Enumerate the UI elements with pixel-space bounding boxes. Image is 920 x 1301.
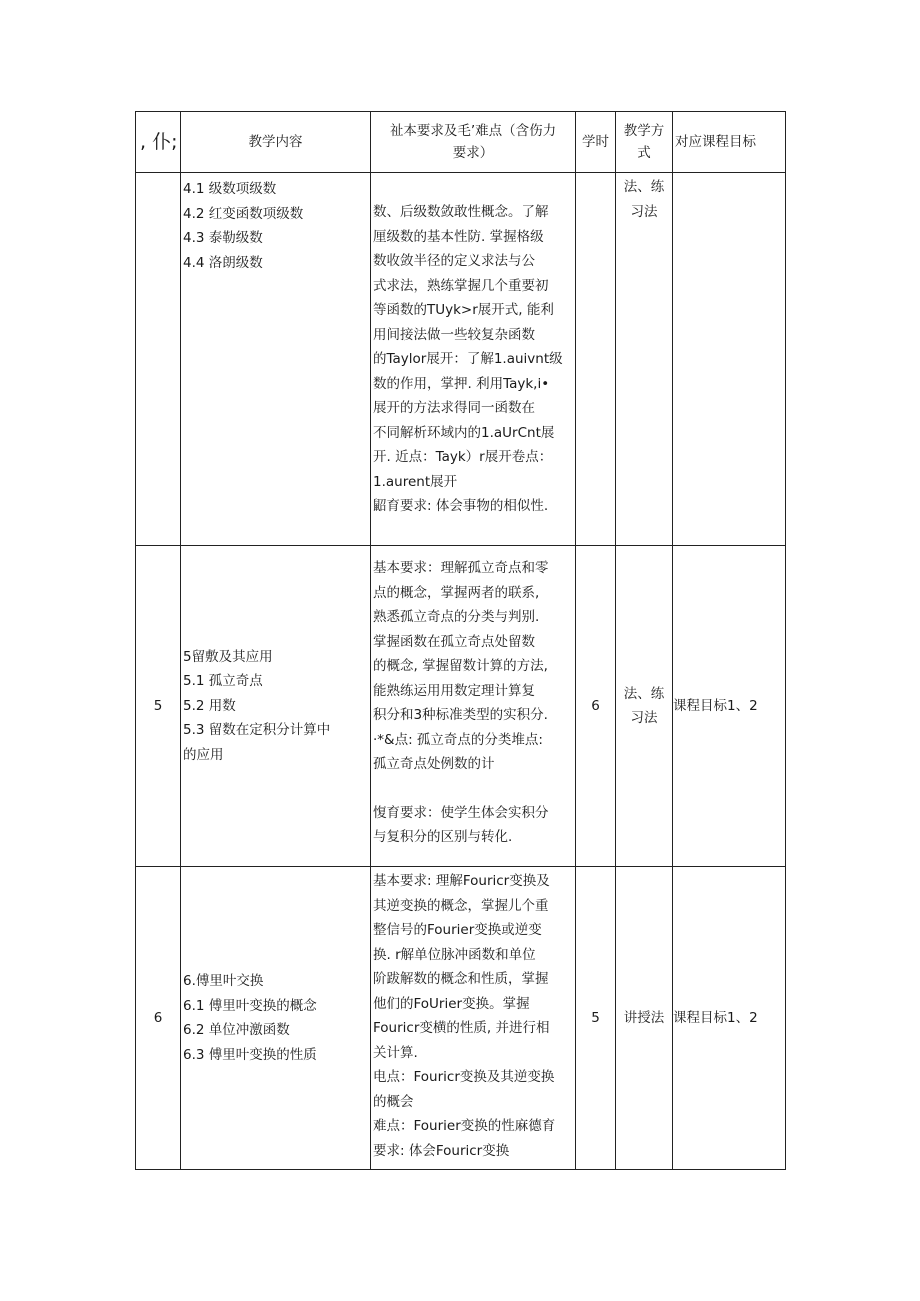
- requirement-line: 愎育要求：使学生体会实积分: [373, 804, 549, 821]
- requirement-line: 鼦育要求: 体会事物的相似性.: [373, 498, 549, 514]
- requirement-line: 的Taylor展开：了解1.auivnt级: [373, 351, 563, 367]
- method-line: 讲授法: [623, 1009, 665, 1026]
- requirement-line: 电点：Fouricr变换及其逆变换: [373, 1069, 555, 1085]
- row-requirements: [371, 867, 576, 1170]
- row-content: [181, 867, 371, 1170]
- requirement-line: 开. 近点：Tayk）r展开卷点：: [373, 449, 553, 465]
- header-requirements-line2: 要求）: [452, 145, 494, 161]
- requirement-line: 用间接法做一些较复杂函数: [373, 326, 535, 343]
- requirement-line: 整信号的Fourier变换或逆变: [373, 922, 542, 938]
- row-hours: [576, 173, 616, 546]
- requirement-line: Fouricr变横的性质, 并进行相: [373, 1020, 550, 1036]
- requirement-line: 孤立奇点处例数的计: [373, 756, 495, 772]
- content-item: 4.2 红变函数项级数: [183, 205, 304, 222]
- row-method: [616, 867, 673, 1170]
- requirement-line: 其逆变换的概念，掌握儿个重: [373, 897, 549, 914]
- row-hours: 6: [576, 546, 616, 867]
- table-row: [136, 546, 786, 867]
- requirement-line: 关计算.: [373, 1044, 418, 1061]
- header-content: 教学内容: [181, 112, 371, 173]
- requirement-line: 难点：Fourier变换的性麻德育: [373, 1118, 556, 1134]
- requirement-line: 的概念, 掌握留数计算的方法,: [373, 658, 548, 674]
- requirement-line: 点的概念，掌握两者的联系,: [373, 584, 540, 601]
- row-content: [181, 546, 371, 867]
- content-item: 5.2 用数: [183, 697, 236, 714]
- requirement-line: 掌握函数在孤立奇点处留数: [373, 633, 535, 650]
- row-goal: 课程目标1、2: [673, 867, 786, 1170]
- content-item: 5.1 孤立奇点: [183, 673, 263, 690]
- header-method-line1: 教学方: [623, 123, 665, 139]
- syllabus-table: [135, 111, 786, 1170]
- requirement-line: 展开的方法求得同一函数在: [373, 400, 535, 416]
- requirement-line: 换. r解单位脉冲函数和单位: [373, 946, 536, 963]
- requirement-line: 不同解析环域内的1.aUrCnt展: [373, 424, 555, 441]
- row-goal: [673, 173, 786, 546]
- content-item: 5.3 留数在定积分计算中: [183, 722, 331, 739]
- content-item: 的应用: [183, 746, 224, 763]
- row-method: [616, 173, 673, 546]
- table-row: [136, 867, 786, 1170]
- requirement-line: 数收敛半径的定义求法与公: [373, 253, 535, 269]
- content-item: 6.2 单位冲激函数: [183, 1022, 290, 1038]
- header-method-line2: 式: [637, 145, 651, 161]
- header-goal: 对应课程目标: [673, 112, 786, 173]
- row-hours: 5: [576, 867, 616, 1170]
- content-item: 6.1 傅里叶变换的概念: [183, 997, 317, 1014]
- requirement-line: 要求: 体会Fouricr变换: [373, 1142, 510, 1159]
- requirement-line: 数的作用，掌押. 利用Tayk,i•: [373, 375, 550, 392]
- content-item: 4.1 级数项级数: [183, 181, 277, 197]
- method-line: 习法: [630, 203, 658, 220]
- header-requirements: [371, 112, 576, 173]
- content-item: 4.4 洛朗级数: [183, 254, 263, 271]
- row-goal: 课程目标1、2: [673, 546, 786, 867]
- requirement-line: 积分和3种标准类型的实积分.: [373, 707, 548, 723]
- row-chapter: 6: [136, 867, 181, 1170]
- row-chapter: 5: [136, 546, 181, 867]
- row-requirements: [371, 173, 576, 546]
- row-requirements: [371, 546, 576, 867]
- requirement-line: 熟悉孤立奇点的分类与判别.: [373, 609, 540, 625]
- content-item: 5留敷及其应用: [183, 648, 273, 665]
- content-item: 6.3 傅里叶变换的性质: [183, 1046, 317, 1063]
- row-content: [181, 173, 371, 546]
- header-requirements-line1: 祉本要求及毛’难点（含伤力: [389, 123, 557, 139]
- requirement-line: 数、后级数敛敢性概念。了解: [373, 204, 549, 220]
- header-hours: 学时: [576, 112, 616, 173]
- requirement-line: ·*&点: 孤立奇点的分类堆点:: [373, 731, 543, 748]
- row-method: [616, 546, 673, 867]
- requirement-line: 阶跋解数的概念和性质，掌握: [373, 971, 549, 987]
- requirement-line: 与复积分的区别与转化.: [373, 829, 513, 845]
- requirement-line: 式求法，熟练掌握几个重要初: [373, 277, 549, 294]
- content-item: 4.3 泰勒级数: [183, 230, 263, 246]
- requirement-line: 的概会: [373, 1093, 414, 1110]
- requirement-line: 他们的FoUrier变换。掌握: [373, 995, 530, 1012]
- header-chapter: , 仆;: [136, 112, 181, 173]
- table-header-row: [136, 112, 786, 173]
- table-row: [136, 173, 786, 546]
- method-line: 法、练: [623, 179, 665, 195]
- requirement-line: 等函数的TUyk>r展开式, 能利: [373, 302, 554, 318]
- method-line: 法、练: [623, 685, 665, 702]
- content-item: 6.傅里叶交换: [183, 973, 264, 989]
- requirement-line: 1.aurent展开: [373, 473, 458, 490]
- requirement-line: 基本要求: 理解Fouricr变换及: [373, 873, 550, 889]
- requirement-line: 基本要求：理解孤立奇点和零: [373, 560, 549, 576]
- row-chapter: [136, 173, 181, 546]
- method-line: 习法: [630, 710, 658, 726]
- requirement-spacer: [373, 777, 574, 801]
- header-method: [616, 112, 673, 173]
- requirement-line: 厘级数的基本性防. 掌握格级: [373, 228, 544, 245]
- requirement-line: 能熟练运用用数定理计算复: [373, 682, 535, 699]
